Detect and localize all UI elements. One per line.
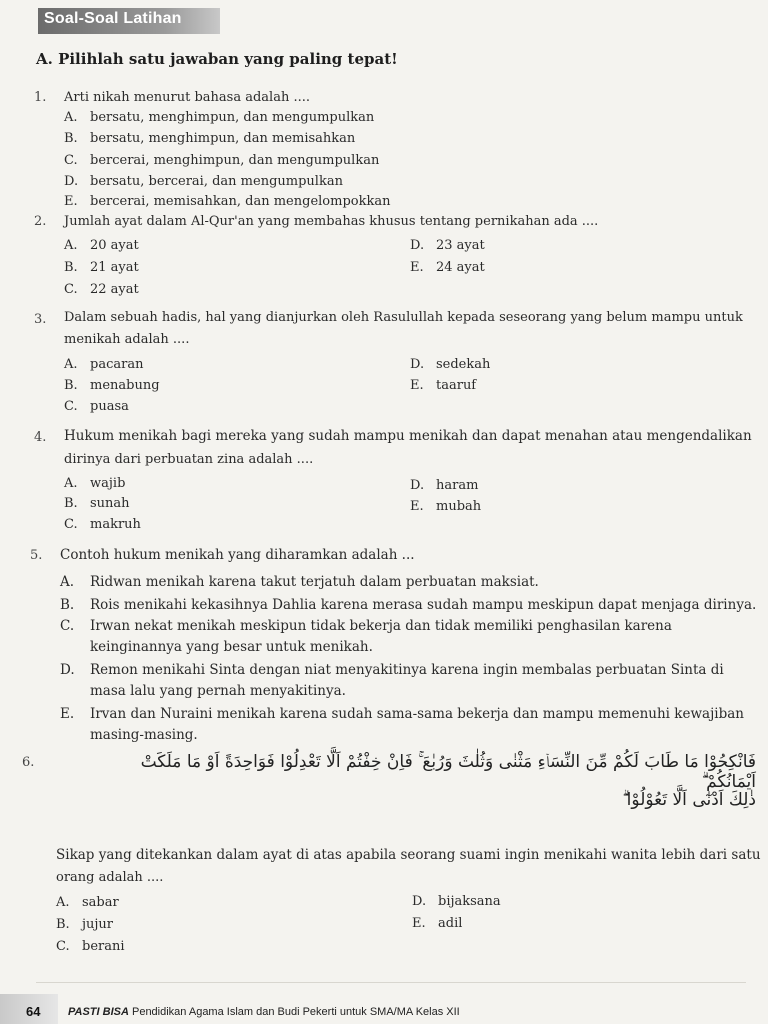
option-2d[interactable]: D. 23 ayat	[410, 238, 485, 253]
option-2e[interactable]: E. 24 ayat	[410, 260, 485, 275]
option-2b[interactable]: B. 21 ayat	[64, 260, 139, 275]
option-6d[interactable]: D. bijaksana	[412, 894, 501, 909]
page-header-title: Soal-Soal Latihan	[44, 10, 182, 27]
question-text: Contoh hukum menikah yang diharamkan adalah ...	[60, 547, 415, 563]
question-text-line2: dirinya dari perbuatan zina adalah ....	[64, 452, 314, 467]
option-1b[interactable]: B. bersatu, menghimpun, dan memisahkan	[64, 131, 356, 146]
option-4c[interactable]: C. makruh	[64, 517, 141, 532]
option-5e[interactable]: E. Irvan dan Nuraini menikah karena sudah sama-sama bekerja dan mampu memenuhi kewajiban masing-masing.	[60, 706, 744, 743]
option-2a[interactable]: A. 20 ayat	[64, 238, 139, 253]
option-5d[interactable]: D. Remon menikahi Sinta dengan niat menyakitinya karena ingin membalas perbuatan Sinta di masa lalu yang pernah menyakitinya.	[60, 662, 724, 699]
footer-book-title	[68, 1006, 460, 1018]
question-number: 4.	[34, 430, 47, 445]
option-3b[interactable]: B. menabung	[64, 378, 160, 393]
question-number: 5.	[30, 548, 43, 563]
question-number: 2.	[34, 214, 47, 229]
question-text: Arti nikah menurut bahasa adalah ....	[64, 90, 311, 105]
option-3a[interactable]: A. pacaran	[64, 357, 144, 372]
option-3c[interactable]: C. puasa	[64, 399, 129, 414]
question-number: 1.	[34, 90, 47, 105]
question-text: Jumlah ayat dalam Al-Qur'an yang membahas khusus tentang pernikahan ada ....	[64, 214, 599, 229]
option-4a[interactable]: A. wajib	[64, 476, 126, 491]
arabic-verse-line2: ذٰلِكَ اَدْنٰٓى اَلَّا تَعُوْلُوْا ۗ	[622, 790, 756, 810]
arabic-verse-line1: فَانْكِحُوْا مَا طَابَ لَكُمْ مِّنَ النِّسَاۤءِ مَثْنٰى وَثُلٰثَ وَرُبٰعَ ۚ فَاِنْ خِفْتُمْ اَلَّا تَعْدِلُوْا فَوَاحِدَةً اَوْ مَا مَلَكَتْ اَيْمَانُكُمْ ۗ	[140, 752, 756, 792]
option-1d[interactable]: D. bersatu, bercerai, dan mengumpulkan	[64, 174, 343, 189]
option-4d[interactable]: D. haram	[410, 478, 479, 493]
option-1a[interactable]: A. bersatu, menghimpun, dan mengumpulkan	[64, 110, 375, 125]
question-number: 6.	[22, 755, 35, 770]
question-text-line2: menikah adalah ....	[64, 332, 190, 347]
footer-brand: PASTI BISA	[68, 1006, 129, 1018]
option-4b[interactable]: B. sunah	[64, 496, 130, 511]
section-title: A. Pilihlah satu jawaban yang paling tepat!	[36, 50, 398, 68]
option-6b[interactable]: B. jujur	[56, 917, 114, 932]
question-text-line1: Hukum menikah bagi mereka yang sudah mampu menikah dan dapat menahan atau mengendalikan	[64, 428, 752, 444]
footer-subtitle: Pendidikan Agama Islam dan Budi Pekerti untuk SMA/MA Kelas XII	[131, 1006, 460, 1018]
option-4e[interactable]: E. mubah	[410, 499, 482, 514]
option-1c[interactable]: C. bercerai, menghimpun, dan mengumpulkan	[64, 153, 380, 168]
footer-divider	[36, 982, 746, 983]
question-text-line2: orang adalah ....	[56, 870, 164, 885]
option-3e[interactable]: E. taaruf	[410, 378, 477, 393]
option-6a[interactable]: A. sabar	[56, 895, 119, 910]
question-number: 3.	[34, 312, 47, 327]
option-1e[interactable]: E. bercerai, memisahkan, dan mengelompokkan	[64, 194, 391, 209]
option-5a[interactable]: A. Ridwan menikah karena takut terjatuh dalam perbuatan maksiat.	[60, 574, 539, 590]
question-text-line1: Dalam sebuah hadis, hal yang dianjurkan oleh Rasulullah kepada seseorang yang belum mampu untuk	[64, 310, 743, 325]
option-3d[interactable]: D. sedekah	[410, 357, 491, 372]
option-6c[interactable]: C. berani	[56, 939, 125, 954]
option-2c[interactable]: C. 22 ayat	[64, 282, 139, 297]
option-5b[interactable]: B. Rois menikahi kekasihnya Dahlia karena merasa sudah mampu meskipun dapat menjaga dirinya.	[60, 597, 757, 613]
option-6e[interactable]: E. adil	[412, 916, 463, 931]
page-number: 64	[26, 1004, 41, 1019]
option-5c[interactable]: C. Irwan nekat menikah meskipun tidak bekerja dan tidak memiliki penghasilan karena keinginannya yang besar untuk menikah.	[60, 618, 672, 655]
question-text-line1: Sikap yang ditekankan dalam ayat di atas apabila seorang suami ingin menikahi wanita lebih dari satu	[56, 847, 761, 863]
